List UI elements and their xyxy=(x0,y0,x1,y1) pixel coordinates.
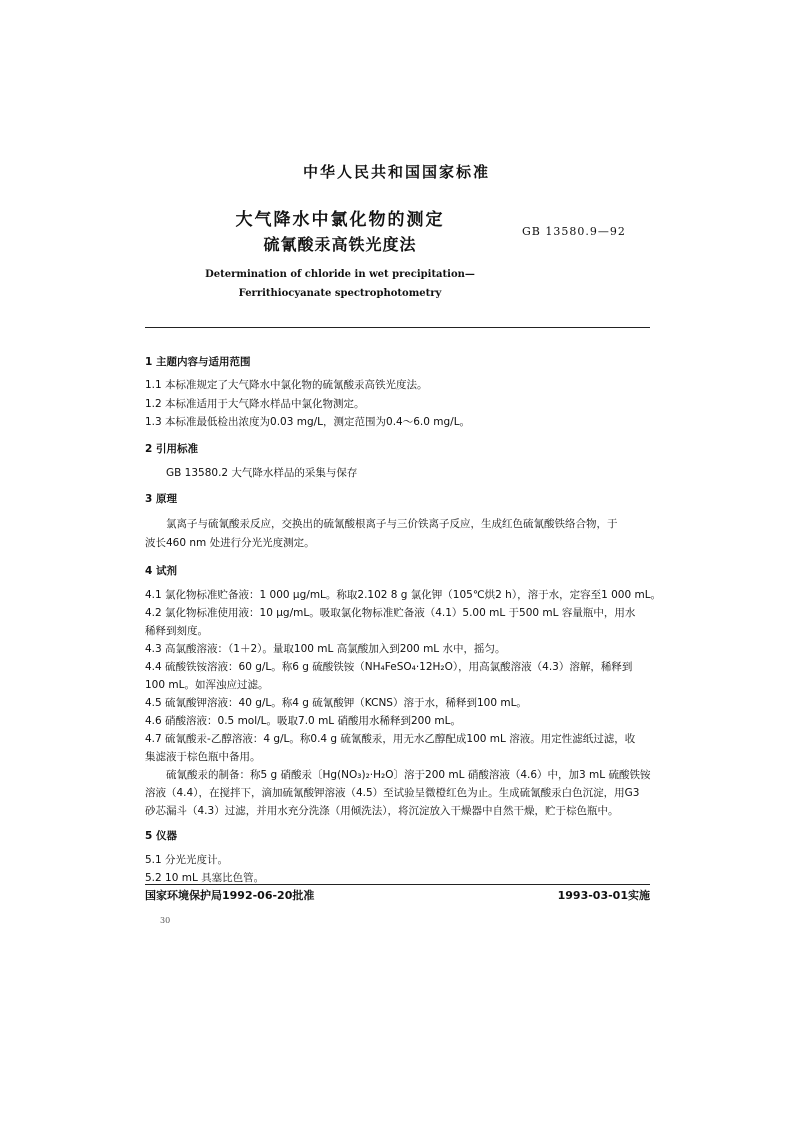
page-number: 30 xyxy=(160,916,171,925)
document-subtitle: 硫氰酸汞高铁光度法 xyxy=(263,235,417,254)
footer-divider xyxy=(145,884,650,885)
document-title: 大气降水中氯化物的测定 xyxy=(235,210,445,230)
principle-line-1: 氯离子与硫氰酸汞反应，交换出的硫氰酸根离子与三价铁离子反应，生成红色硫氰酸铁络合物，于 xyxy=(166,518,618,530)
clause-4-4-line-1: 4.4 硫酸铁铵溶液：60 g/L。称6 g 硫酸铁铵（NH₄FeSO₄·12H₂O），用高氯酸溶液（4.3）溶解，稀释到 xyxy=(145,661,633,673)
clause-5-1: 5.1 分光光度计。 xyxy=(145,854,229,866)
clause-4-1: 4.1 氯化物标准贮备液：1 000 μg/mL。称取2.102 8 g 氯化钾（105℃烘2 h），溶于水，定容至1 000 mL。 xyxy=(145,589,662,601)
header-divider xyxy=(145,327,650,328)
approval-line: 国家环境保护局1992-06-20批准 xyxy=(145,889,315,902)
clause-4-4-line-2: 100 mL。如浑浊应过滤。 xyxy=(145,679,269,691)
clause-1-3: 1.3 本标准最低检出浓度为0.03 mg/L，测定范围为0.4～6.0 mg/L。 xyxy=(145,416,471,428)
standard-code: GB 13580.9—92 xyxy=(522,225,626,238)
clause-5-2: 5.2 10 mL 具塞比色管。 xyxy=(145,872,265,884)
section-5-heading: 5 仪器 xyxy=(145,830,177,842)
national-standard-heading: 中华人民共和国国家标准 xyxy=(302,163,490,181)
clause-4-6: 4.6 硝酸溶液：0.5 mol/L。吸取7.0 mL 硝酸用水稀释到200 mL。 xyxy=(145,715,461,727)
clause-4-2-line-2: 稀释到刻度。 xyxy=(145,625,208,637)
clause-1-2: 1.2 本标准适用于大气降水样品中氯化物测定。 xyxy=(145,398,365,410)
preparation-line-1: 硫氰酸汞的制备：称5 g 硝酸汞〔Hg(NO₃)₂·H₂O〕溶于200 mL 硝酸溶液（4.6）中，加3 mL 硫酸铁铵 xyxy=(166,769,651,781)
clause-4-3: 4.3 高氯酸溶液：（1＋2）。量取100 mL 高氯酸加入到200 mL 水中，摇匀。 xyxy=(145,643,506,655)
section-4-heading: 4 试剂 xyxy=(145,565,177,577)
english-title-line1: Determination of chloride in wet precipitation— xyxy=(205,269,475,280)
clause-4-7-line-1: 4.7 硫氰酸汞-乙醇溶液：4 g/L。称0.4 g 硫氰酸汞，用无水乙醇配成100 mL 溶液。用定性滤纸过滤，收 xyxy=(145,733,636,745)
preparation-line-3: 砂芯漏斗（4.3）过滤，并用水充分洗涤（用倾洗法），将沉淀放入干燥器中自然干燥，贮于棕色瓶中。 xyxy=(145,805,619,817)
reference-standard: GB 13580.2 大气降水样品的采集与保存 xyxy=(166,467,358,479)
effective-date: 1993-03-01实施 xyxy=(557,889,650,902)
english-title-line2: Ferrithiocyanate spectrophotometry xyxy=(238,288,442,299)
clause-4-7-line-2: 集滤液于棕色瓶中备用。 xyxy=(145,751,261,763)
section-1-heading: 1 主题内容与适用范围 xyxy=(145,356,251,368)
clause-1-1: 1.1 本标准规定了大气降水中氯化物的硫氰酸汞高铁光度法。 xyxy=(145,379,428,391)
preparation-line-2: 溶液（4.4），在搅拌下，滴加硫氰酸钾溶液（4.5）至试验呈微橙红色为止。生成硫氰酸汞白色沉淀，用G3 xyxy=(145,787,640,799)
section-2-heading: 2 引用标准 xyxy=(145,443,198,455)
section-3-heading: 3 原理 xyxy=(145,493,177,505)
principle-line-2: 波长460 nm 处进行分光光度测定。 xyxy=(145,537,315,549)
clause-4-5: 4.5 硫氰酸钾溶液：40 g/L。称4 g 硫氰酸钾（KCNS）溶于水，稀释到100 mL。 xyxy=(145,697,527,709)
clause-4-2-line-1: 4.2 氯化物标准使用液：10 μg/mL。吸取氯化物标准贮备液（4.1）5.00 mL 于500 mL 容量瓶中，用水 xyxy=(145,607,636,619)
